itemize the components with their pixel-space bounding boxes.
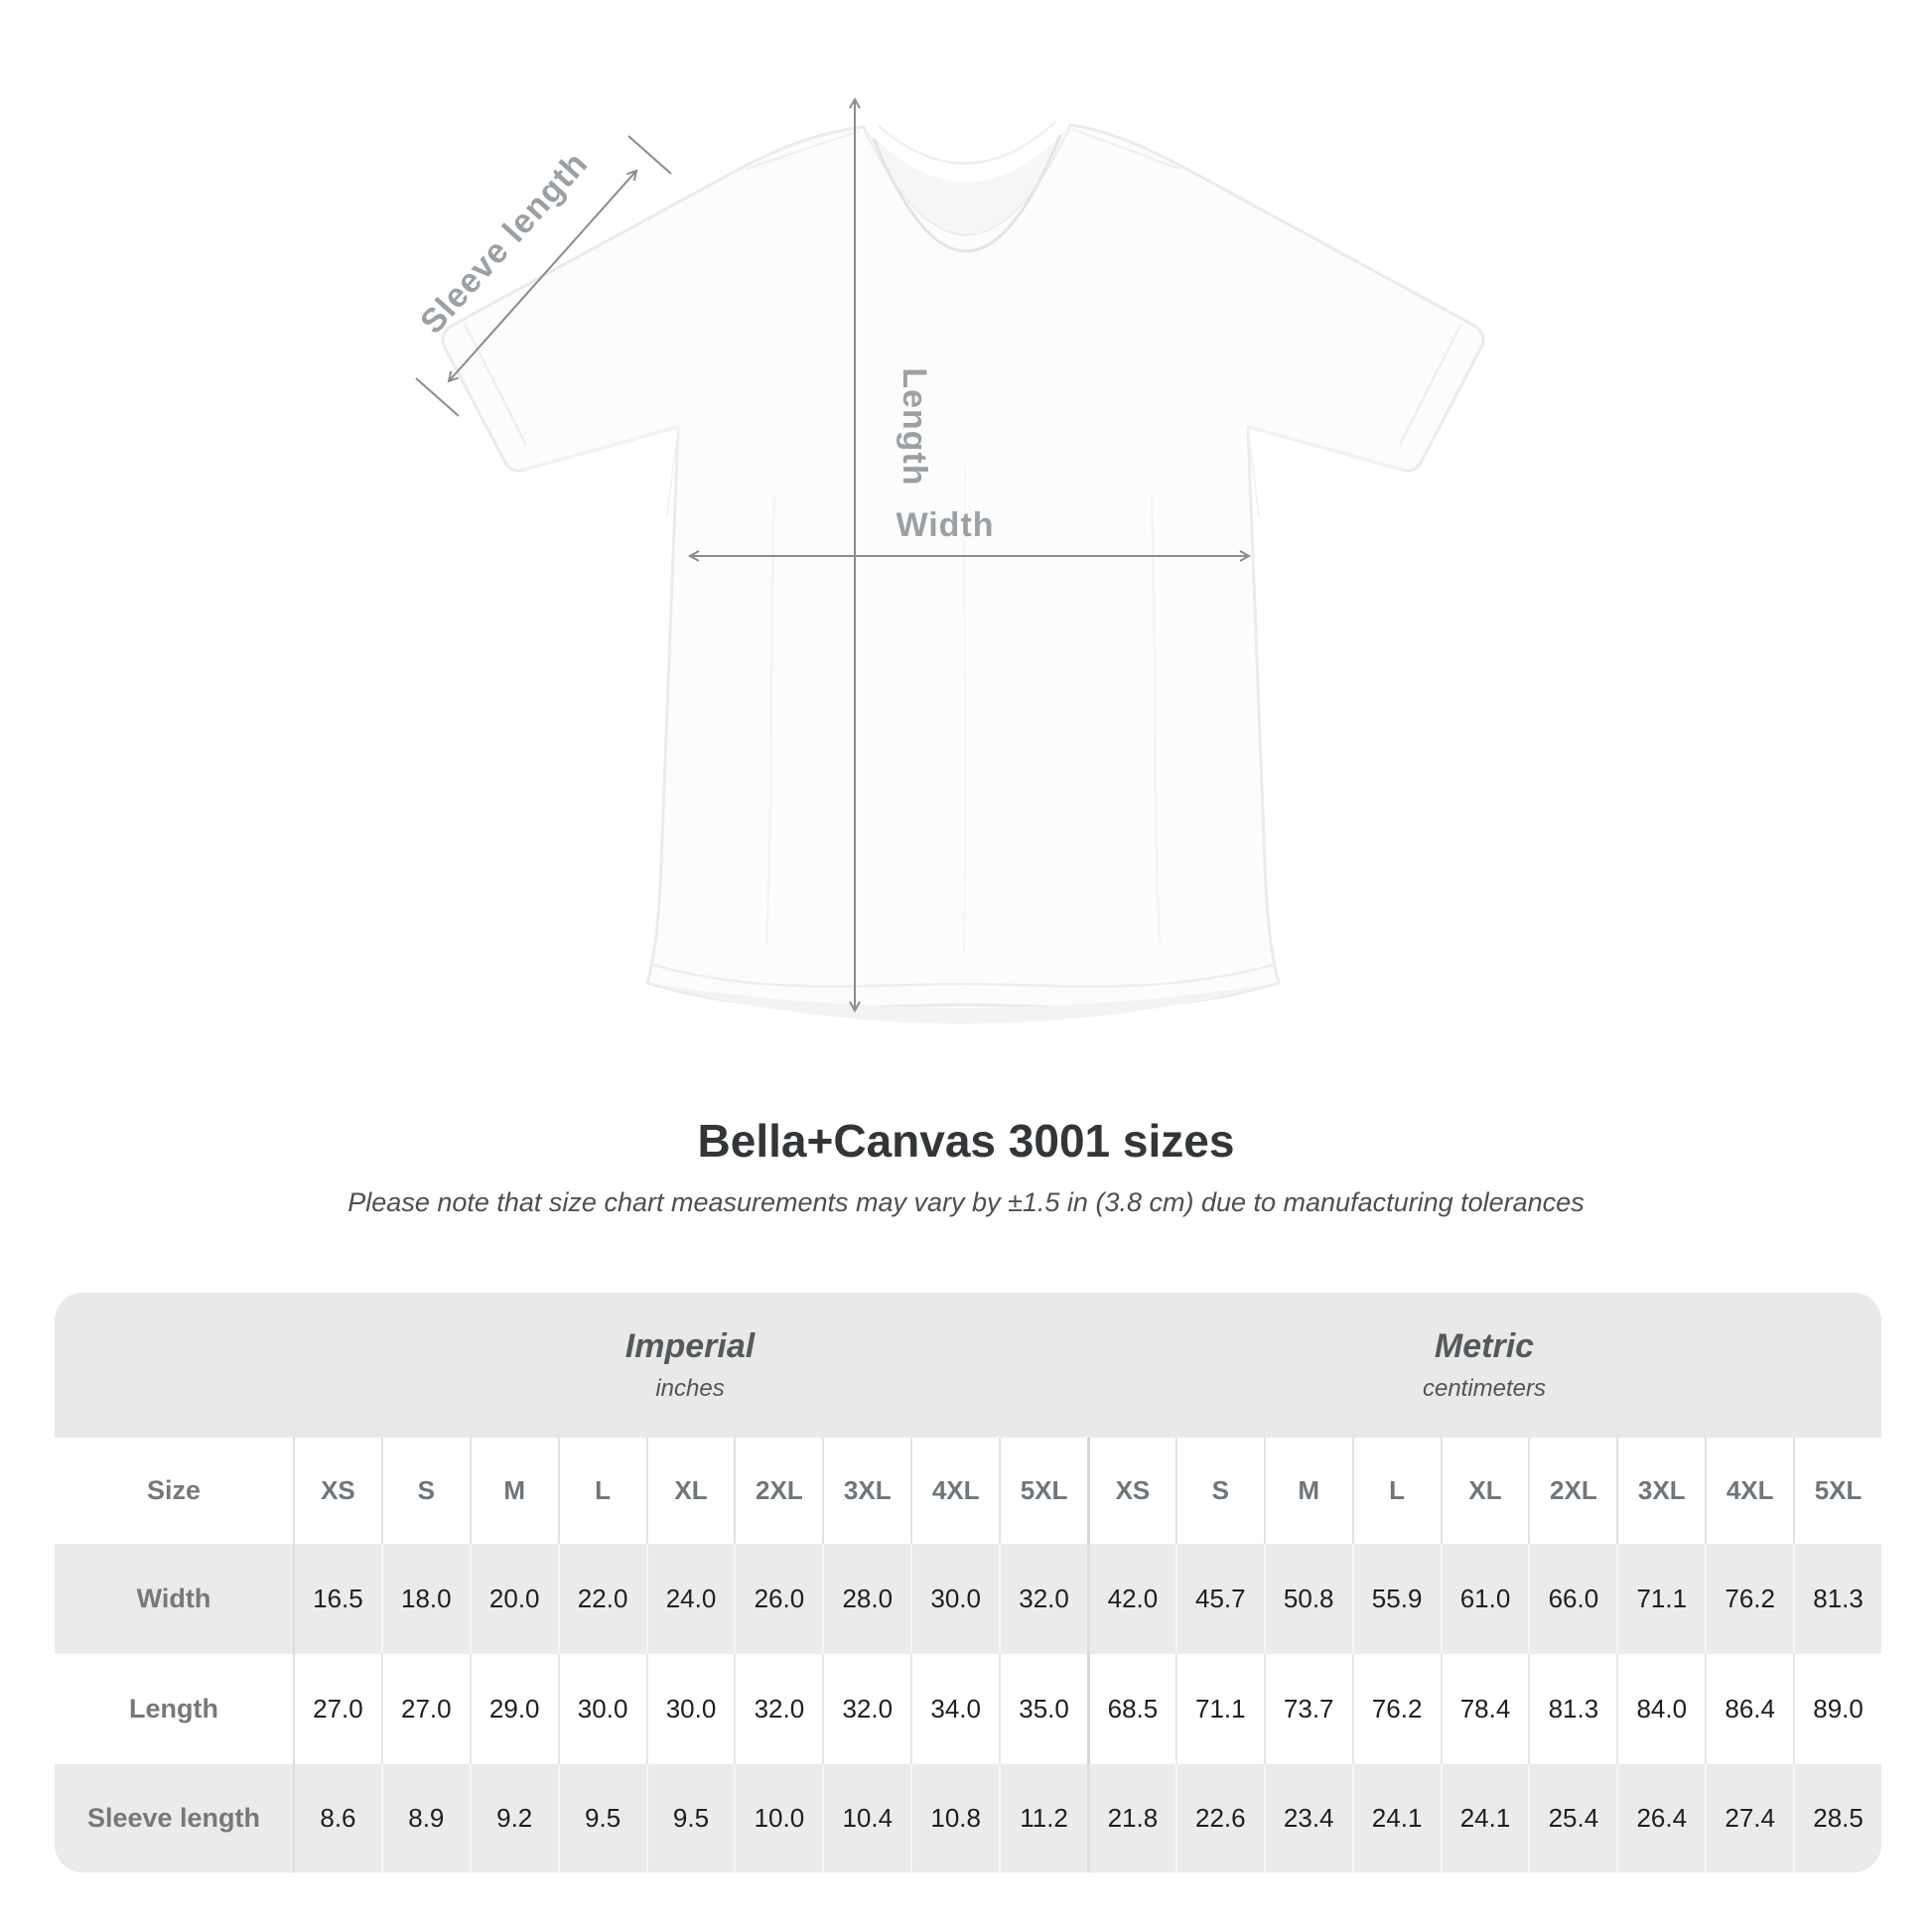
size-col-imperial-2XL: 2XL bbox=[734, 1438, 822, 1544]
length-label: Length bbox=[896, 367, 933, 486]
value-metric: 76.2 bbox=[1705, 1544, 1793, 1654]
value-metric: 50.8 bbox=[1264, 1544, 1352, 1654]
caption-block bbox=[0, 1114, 1932, 1218]
sleeve-length-label: Sleeve length bbox=[413, 144, 596, 342]
value-imperial: 29.0 bbox=[470, 1654, 558, 1764]
value-imperial: 9.5 bbox=[646, 1764, 735, 1872]
measure-row-width bbox=[55, 1544, 1881, 1654]
tshirt-illustration bbox=[443, 121, 1483, 1024]
value-imperial: 32.0 bbox=[822, 1654, 910, 1764]
value-imperial: 34.0 bbox=[910, 1654, 999, 1764]
value-metric: 78.4 bbox=[1441, 1654, 1529, 1764]
row-label: Sleeve length bbox=[86, 1803, 261, 1833]
size-col-metric-XS: XS bbox=[1087, 1438, 1175, 1544]
value-imperial: 27.0 bbox=[381, 1654, 470, 1764]
size-col-imperial-L: L bbox=[558, 1438, 646, 1544]
row-label: Length bbox=[129, 1694, 218, 1724]
value-imperial: 16.5 bbox=[293, 1544, 381, 1654]
row-label: Width bbox=[136, 1584, 211, 1613]
sleeve-arrow-cap-top bbox=[628, 136, 671, 174]
imperial-unit: inches bbox=[655, 1375, 725, 1402]
value-imperial: 30.0 bbox=[558, 1654, 646, 1764]
size-col-metric-3XL: 3XL bbox=[1616, 1438, 1705, 1544]
value-metric: 68.5 bbox=[1087, 1654, 1175, 1764]
size-col-imperial-5XL: 5XL bbox=[999, 1438, 1087, 1544]
size-header-cell: Size bbox=[146, 1475, 202, 1505]
imperial-section-header bbox=[293, 1327, 1087, 1403]
width-label: Width bbox=[896, 506, 995, 544]
size-col-metric-S: S bbox=[1175, 1438, 1264, 1544]
value-metric: 76.2 bbox=[1352, 1654, 1441, 1764]
value-metric: 86.4 bbox=[1705, 1654, 1793, 1764]
value-metric: 28.5 bbox=[1793, 1764, 1881, 1872]
value-metric: 84.0 bbox=[1616, 1654, 1705, 1764]
value-imperial: 10.4 bbox=[822, 1764, 910, 1872]
value-imperial: 30.0 bbox=[646, 1654, 735, 1764]
size-col-imperial-S: S bbox=[381, 1438, 470, 1544]
imperial-title: Imperial bbox=[624, 1327, 756, 1365]
size-grid bbox=[55, 1438, 1881, 1872]
size-col-metric-2XL: 2XL bbox=[1528, 1438, 1616, 1544]
value-metric: 42.0 bbox=[1087, 1544, 1175, 1654]
measure-row-length bbox=[55, 1654, 1881, 1764]
metric-unit: centimeters bbox=[1422, 1375, 1547, 1402]
value-metric: 24.1 bbox=[1441, 1764, 1529, 1872]
size-table bbox=[55, 1293, 1881, 1872]
value-metric: 45.7 bbox=[1175, 1544, 1264, 1654]
measure-row-sleeve-length bbox=[55, 1764, 1881, 1872]
value-metric: 71.1 bbox=[1616, 1544, 1705, 1654]
size-col-metric-L: L bbox=[1352, 1438, 1441, 1544]
value-metric: 23.4 bbox=[1264, 1764, 1352, 1872]
metric-title: Metric bbox=[1434, 1327, 1535, 1365]
units-band-row bbox=[55, 1293, 1881, 1438]
value-metric: 71.1 bbox=[1175, 1654, 1264, 1764]
size-col-imperial-XL: XL bbox=[646, 1438, 735, 1544]
size-col-imperial-3XL: 3XL bbox=[822, 1438, 910, 1544]
value-imperial: 10.0 bbox=[734, 1764, 822, 1872]
size-col-metric-M: M bbox=[1264, 1438, 1352, 1544]
value-metric: 81.3 bbox=[1528, 1654, 1616, 1764]
size-col-imperial-XS: XS bbox=[293, 1438, 381, 1544]
size-header-row bbox=[55, 1438, 1881, 1544]
value-metric: 22.6 bbox=[1175, 1764, 1264, 1872]
value-imperial: 18.0 bbox=[381, 1544, 470, 1654]
value-imperial: 24.0 bbox=[646, 1544, 735, 1654]
value-imperial: 27.0 bbox=[293, 1654, 381, 1764]
sleeve-arrow-cap-bottom bbox=[416, 378, 459, 416]
value-metric: 21.8 bbox=[1087, 1764, 1175, 1872]
size-col-metric-XL: XL bbox=[1441, 1438, 1529, 1544]
value-imperial: 20.0 bbox=[470, 1544, 558, 1654]
size-col-metric-5XL: 5XL bbox=[1793, 1438, 1881, 1544]
value-metric: 25.4 bbox=[1528, 1764, 1616, 1872]
value-imperial: 10.8 bbox=[910, 1764, 999, 1872]
value-metric: 24.1 bbox=[1352, 1764, 1441, 1872]
value-imperial: 35.0 bbox=[999, 1654, 1087, 1764]
value-metric: 27.4 bbox=[1705, 1764, 1793, 1872]
value-metric: 81.3 bbox=[1793, 1544, 1881, 1654]
size-col-metric-4XL: 4XL bbox=[1705, 1438, 1793, 1544]
value-imperial: 8.6 bbox=[293, 1764, 381, 1872]
value-imperial: 28.0 bbox=[822, 1544, 910, 1654]
value-imperial: 32.0 bbox=[734, 1654, 822, 1764]
value-imperial: 9.2 bbox=[470, 1764, 558, 1872]
value-imperial: 11.2 bbox=[999, 1764, 1087, 1872]
value-metric: 73.7 bbox=[1264, 1654, 1352, 1764]
value-imperial: 26.0 bbox=[734, 1544, 822, 1654]
size-col-imperial-4XL: 4XL bbox=[910, 1438, 999, 1544]
value-metric: 55.9 bbox=[1352, 1544, 1441, 1654]
page-title: Bella+Canvas 3001 sizes bbox=[697, 1115, 1235, 1167]
value-metric: 66.0 bbox=[1528, 1544, 1616, 1654]
value-imperial: 30.0 bbox=[910, 1544, 999, 1654]
metric-section-header bbox=[1087, 1327, 1881, 1403]
value-metric: 89.0 bbox=[1793, 1654, 1881, 1764]
value-imperial: 9.5 bbox=[558, 1764, 646, 1872]
tolerance-note: Please note that size chart measurements may vary by ±1.5 in (3.8 cm) due to manufacturing tolerances bbox=[347, 1187, 1585, 1217]
size-col-imperial-M: M bbox=[470, 1438, 558, 1544]
value-metric: 61.0 bbox=[1441, 1544, 1529, 1654]
value-imperial: 8.9 bbox=[381, 1764, 470, 1872]
value-metric: 26.4 bbox=[1616, 1764, 1705, 1872]
value-imperial: 32.0 bbox=[999, 1544, 1087, 1654]
value-imperial: 22.0 bbox=[558, 1544, 646, 1654]
